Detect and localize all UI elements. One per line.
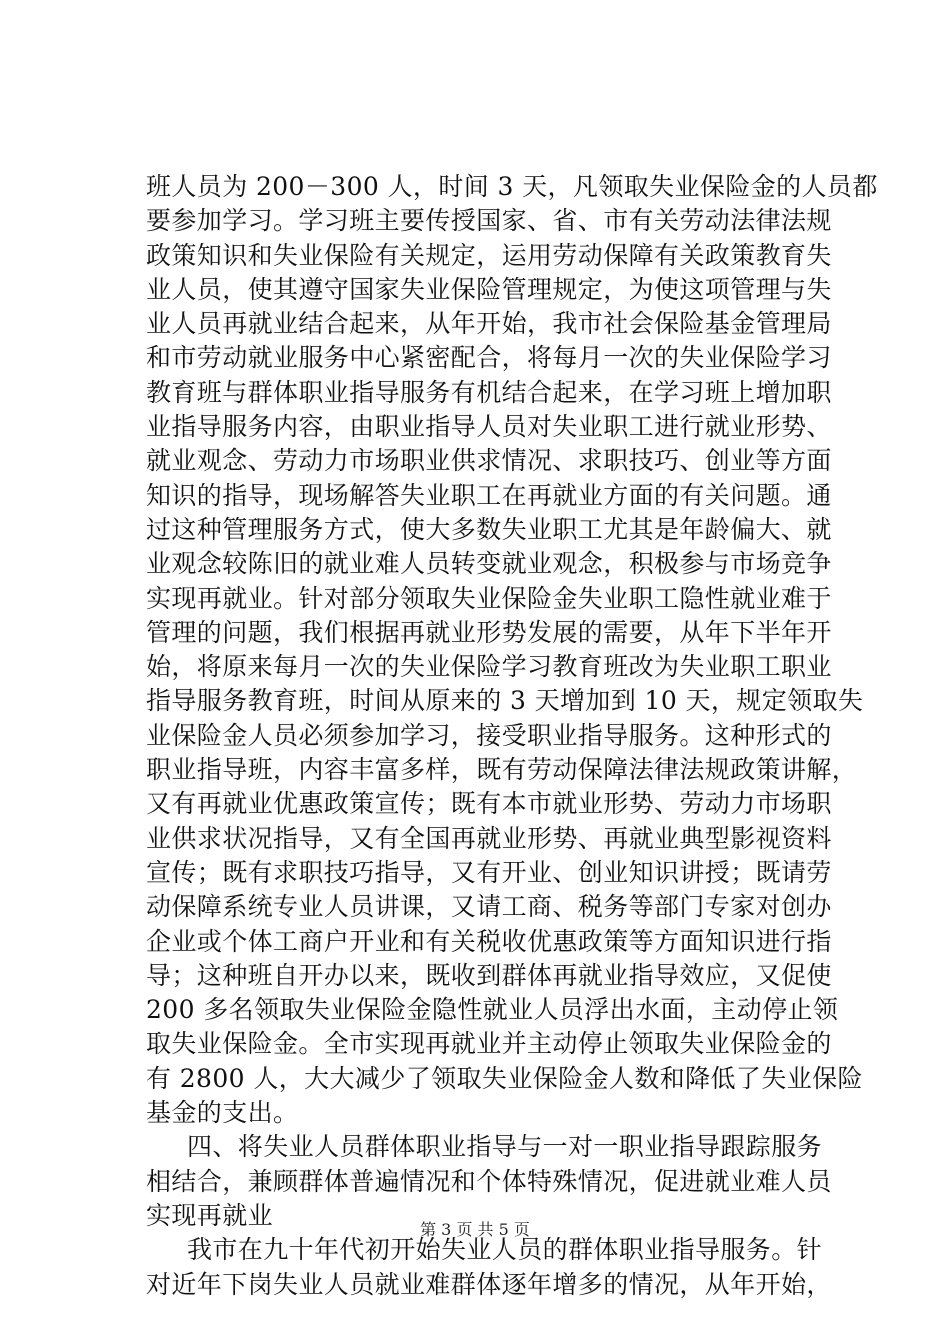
section-heading-line: 四、将失业人员群体职业指导与一对一职业指导跟踪服务	[187, 1132, 823, 1162]
text-line: 基金的支出。	[146, 1098, 299, 1128]
text-line: 取失业保险金。全市实现再就业并主动停止领取失业保险金的	[146, 1029, 832, 1059]
text-line: 政策知识和失业保险有关规定，运用劳动保障有关政策教育失	[146, 240, 832, 270]
text-line: 又有再就业优惠政策宣传；既有本市就业形势、劳动力市场职	[146, 789, 832, 819]
text-line: 班人员为 200－300 人，时间 3 天，凡领取失业保险金的人员都	[146, 172, 878, 201]
text-line: 始，将原来每月一次的失业保险学习教育班改为失业职工职业	[146, 652, 832, 682]
text-line: 导；这种班自开办以来，既收到群体再就业指导效应，又促使	[146, 960, 832, 990]
text-line: 宣传；既有求职技巧指导，又有开业、创业知识讲授；既请劳	[146, 857, 832, 887]
text-line: 管理的问题，我们根据再就业形势发展的需要，从年下半年开	[146, 617, 832, 647]
text-line: 业保险金人员必须参加学习，接受职业指导服务。这种形式的	[146, 720, 832, 750]
text-line: 业观念较陈旧的就业难人员转变就业观念，积极参与市场竞争	[146, 549, 832, 579]
text-line: 业人员再就业结合起来，从年开始，我市社会保险基金管理局	[146, 309, 832, 339]
text-line: 职业指导班，内容丰富多样，既有劳动保障法律法规政策讲解，	[146, 755, 858, 785]
text-line: 实现再就业。针对部分领取失业保险金失业职工隐性就业难于	[146, 583, 832, 613]
text-line: 业指导服务内容，由职业指导人员对失业职工进行就业形势、	[146, 412, 832, 442]
text-line: 动保障系统专业人员讲课，又请工商、税务等部门专家对创办	[146, 892, 832, 922]
text-line: 就业观念、劳动力市场职业供求情况、求职技巧、创业等方面	[146, 446, 832, 476]
text-line: 知识的指导，现场解答失业职工在再就业方面的有关问题。通	[146, 480, 832, 510]
text-line: 过这种管理服务方式，使大多数失业职工尤其是年龄偏大、就	[146, 514, 832, 544]
text-line: 业供求状况指导，又有全国再就业形势、再就业典型影视资料	[146, 823, 832, 853]
text-line: 对近年下岗失业人员就业难群体逐年增多的情况，从年开始，	[146, 1269, 832, 1299]
text-line: 企业或个体工商户开业和有关税收优惠政策等方面知识进行指	[146, 926, 832, 956]
text-line: 和市劳动就业服务中心紧密配合，将每月一次的失业保险学习	[146, 343, 832, 373]
text-line: 有 2800 人，大大减少了领取失业保险金人数和降低了失业保险	[146, 1063, 863, 1093]
body-text	[146, 170, 878, 1302]
text-line: 业人员，使其遵守国家失业保险管理规定，为使这项管理与失	[146, 274, 832, 304]
text-line: 教育班与群体职业指导服务有机结合起来，在学习班上增加职	[146, 377, 832, 407]
text-line: 200 多名领取失业保险金隐性就业人员浮出水面，主动停止领	[146, 995, 839, 1025]
page-number-footer: 第 3 页 共 5 页	[420, 1220, 530, 1239]
text-line: 指导服务教育班，时间从原来的 3 天增加到 10 天，规定领取失	[146, 686, 864, 716]
text-line: 要参加学习。学习班主要传授国家、省、市有关劳动法律法规	[146, 206, 832, 236]
text-line: 我市在九十年代初开始失业人员的群体职业指导服务。针	[187, 1235, 823, 1265]
section-heading-line: 相结合，兼顾群体普遍情况和个体特殊情况，促进就业难人员	[146, 1166, 832, 1196]
section-heading-line: 实现再就业	[146, 1200, 274, 1230]
